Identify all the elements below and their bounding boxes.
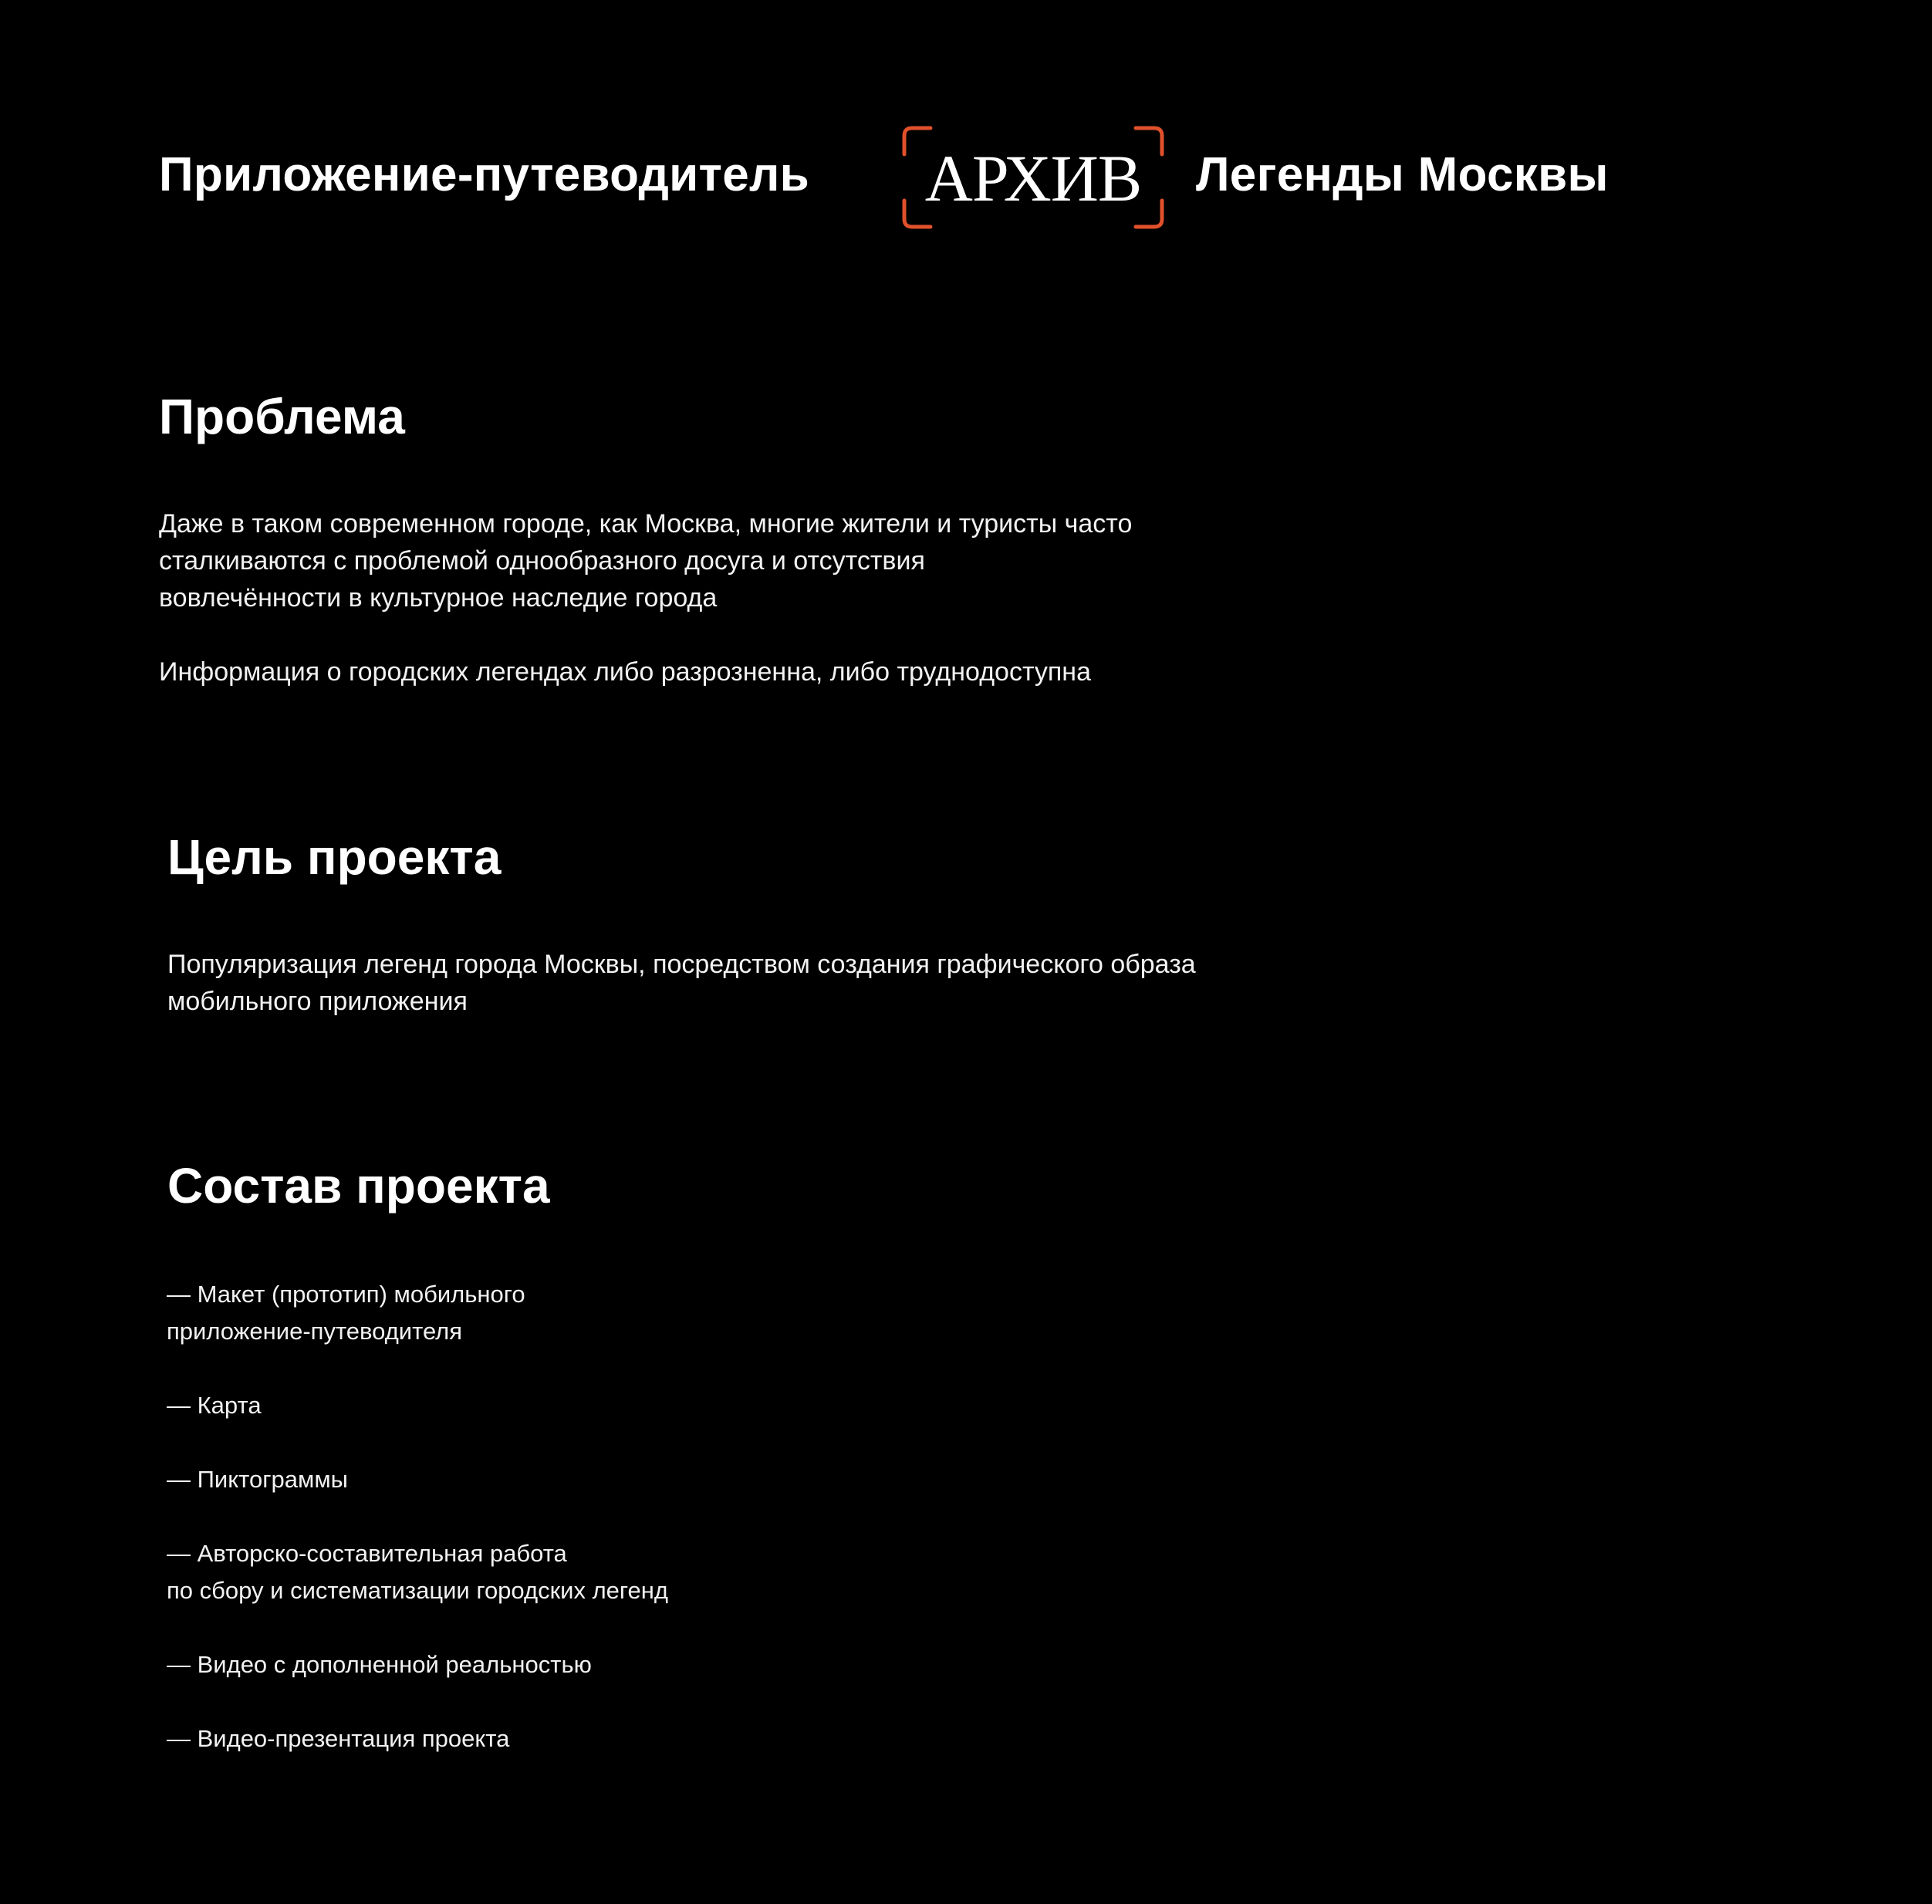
archive-logo [900,123,1167,231]
goal-line: Популяризация легенд города Москвы, посредством создания графического образа [167,950,1196,979]
list-item [167,1646,668,1683]
list-item-line: — Авторско-составительная работа [167,1540,567,1567]
problem-paragraph-2: Информация о городских легендах либо разрозненна, либо труднодоступна [159,657,1091,687]
goal-paragraph [167,946,1196,1020]
problem-paragraph-1 [159,505,1132,616]
list-item-line: по сбору и систематизации городских легенд [167,1577,668,1604]
goal-heading: Цель проекта [167,829,502,885]
list-item-line: — Пиктограммы [167,1466,348,1493]
list-item [167,1387,668,1424]
list-item-line: — Видео с дополненной реальностью [167,1651,592,1678]
list-item [167,1276,668,1350]
problem-heading: Проблема [159,389,405,444]
list-item [167,1461,668,1498]
composition-heading: Состав проекта [167,1158,550,1214]
list-item-line: — Макет (прототип) мобильного [167,1281,525,1308]
problem-line: сталкиваются с проблемой однообразного досуга и отсутствия [159,546,925,576]
list-item [167,1535,668,1609]
list-item-line: — Карта [167,1392,262,1419]
logo-wordmark: АРХИВ [924,141,1142,215]
header-left-title: Приложение-путеводитель [159,148,810,201]
header-right-title: Легенды Москвы [1196,148,1609,201]
composition-list [167,1276,668,1794]
problem-line: Даже в таком современном городе, как Москва, многие жители и туристы часто [159,509,1133,538]
header [0,0,1932,247]
list-item [167,1720,668,1757]
list-item-line: приложение-путеводителя [167,1318,463,1345]
goal-line: мобильного приложения [167,987,468,1016]
list-item-line: — Видео-презентация проекта [167,1725,510,1752]
problem-line: вовлечённости в культурное наследие города [159,583,718,613]
